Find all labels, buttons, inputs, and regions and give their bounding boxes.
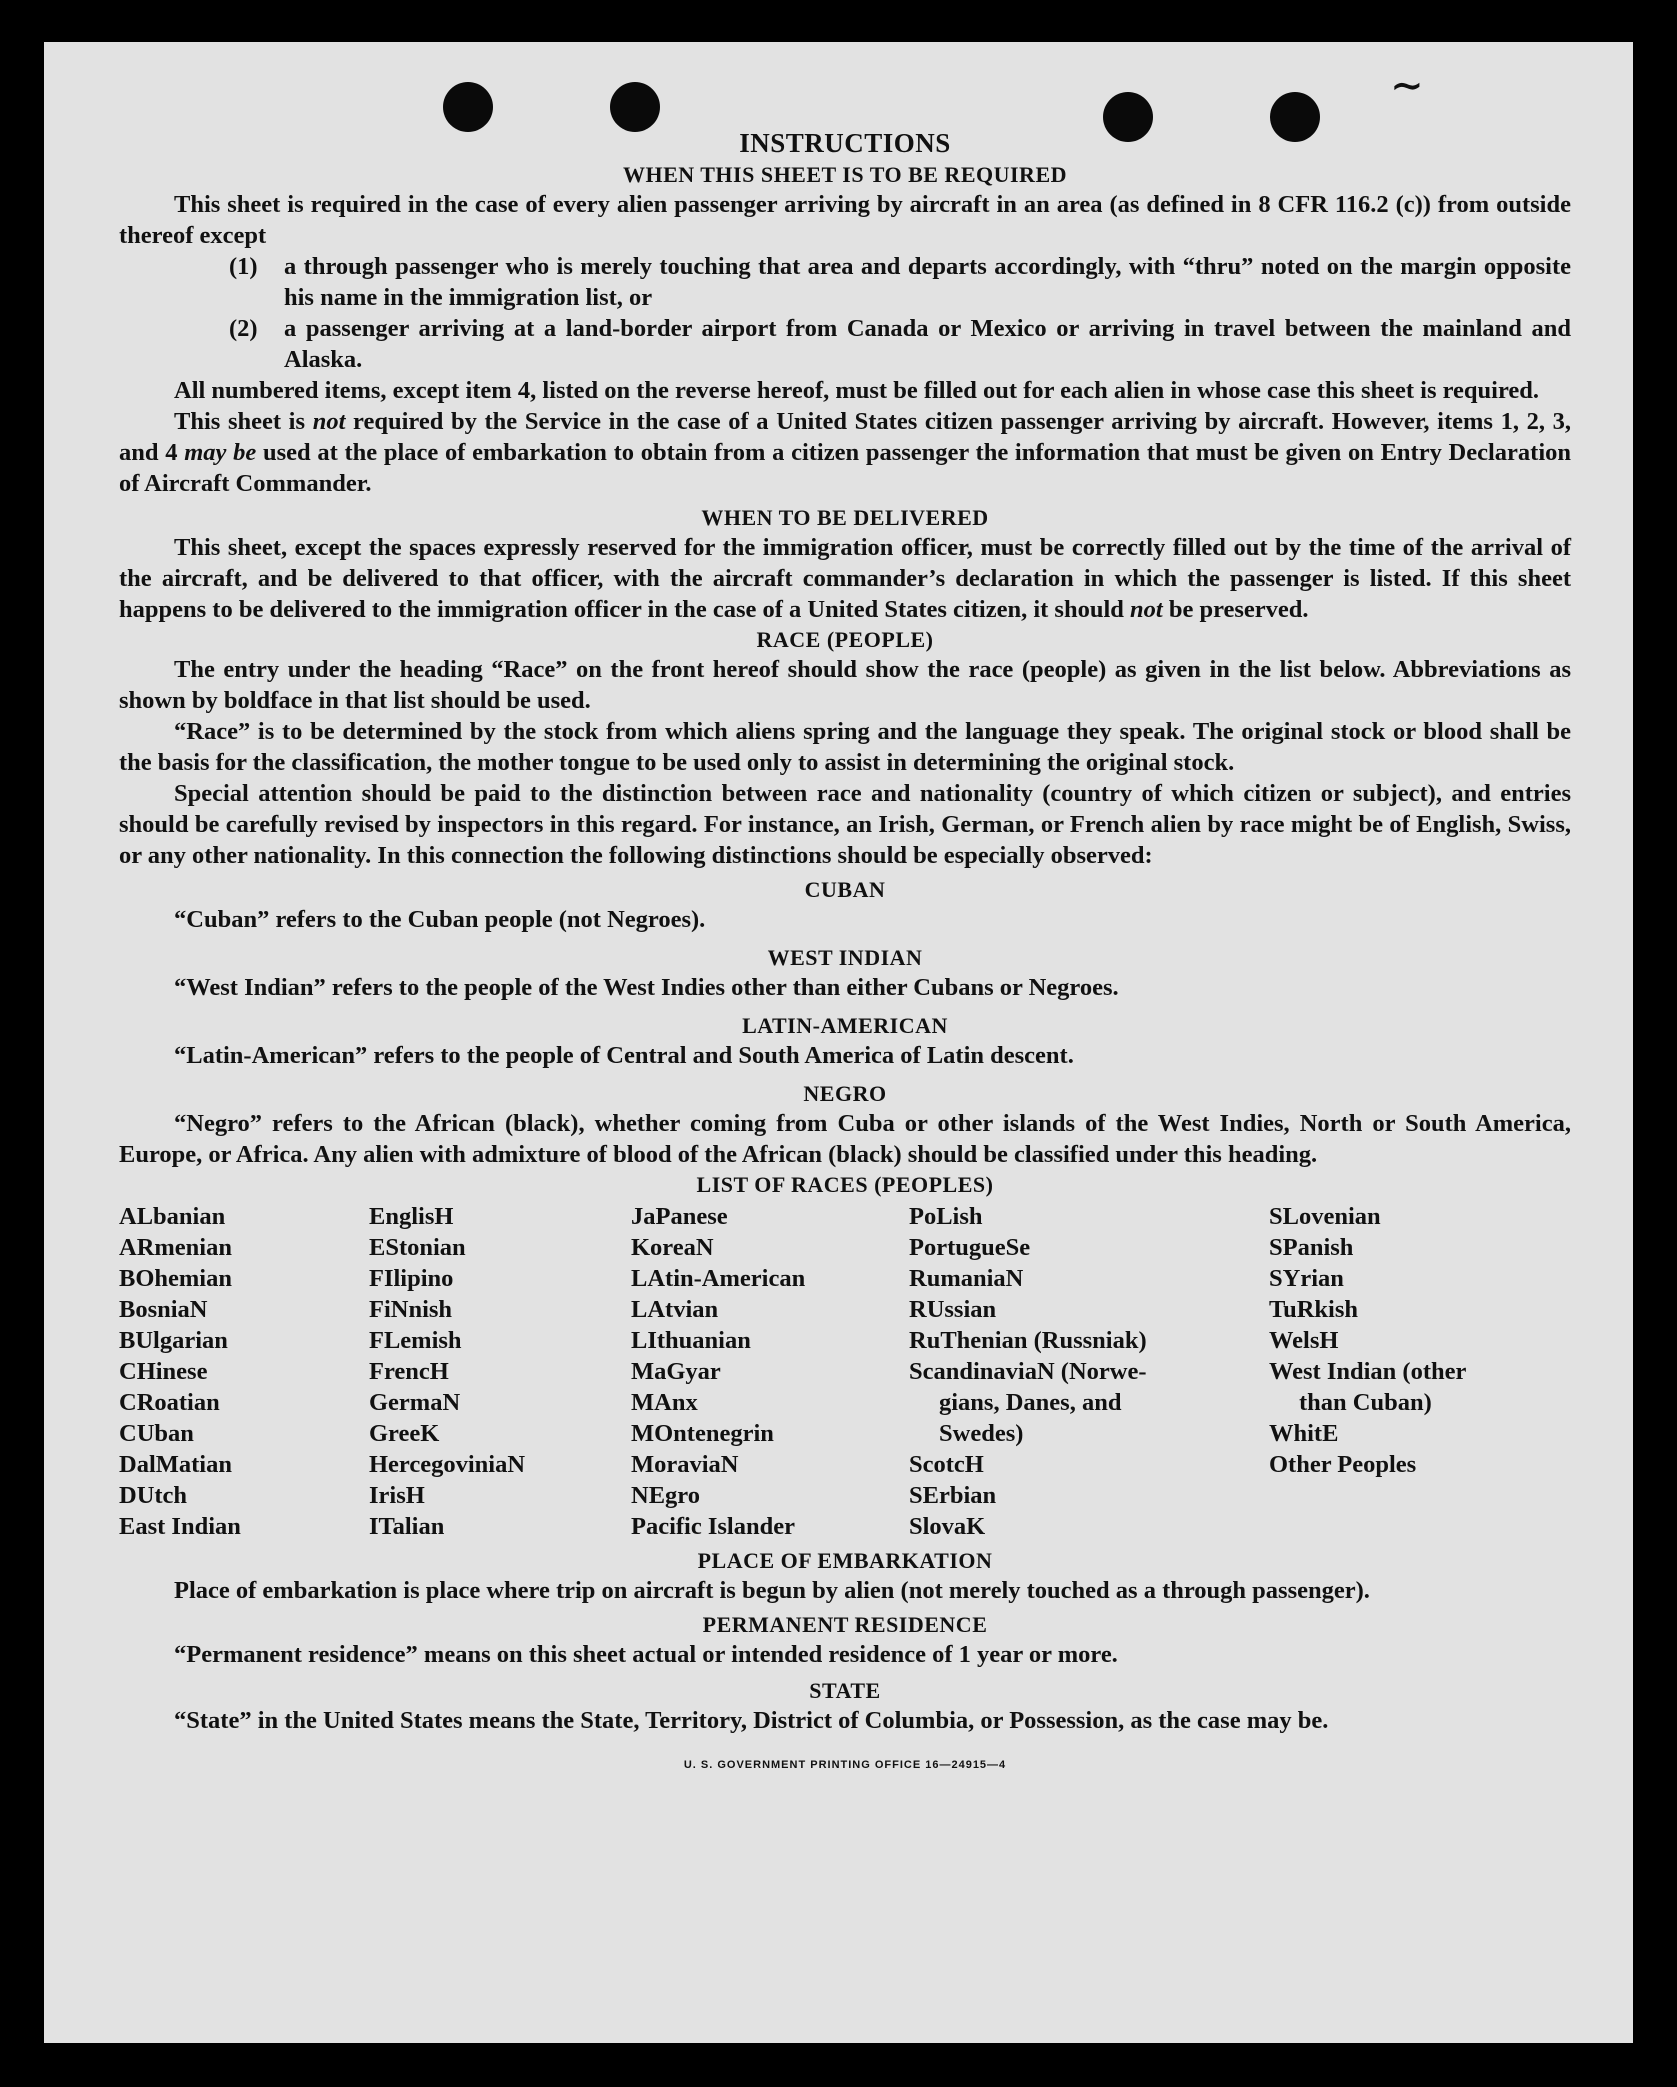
italic-text: not — [312, 408, 346, 435]
race-item: LIthuanian — [631, 1327, 751, 1354]
punch-hole — [610, 82, 660, 132]
race-item: NEgro — [631, 1482, 700, 1509]
section-heading: PERMANENT RESIDENCE — [702, 1612, 988, 1637]
punch-hole — [443, 82, 493, 132]
document-sheet — [44, 42, 1633, 2043]
race-column — [369, 1201, 631, 1542]
race-item: HercegoviniaN — [369, 1451, 526, 1478]
race-list — [119, 1201, 1571, 1542]
section-heading: NEGRO — [803, 1081, 887, 1106]
race-item: RuThenian (Russniak) — [909, 1327, 1147, 1354]
item-number: (1) — [229, 253, 258, 280]
italic-text: not — [1130, 596, 1163, 623]
race-item: RumaniaN — [909, 1265, 1024, 1292]
race-item: MoraviaN — [631, 1451, 739, 1478]
race-item: ARmenian — [119, 1234, 232, 1261]
item-text: a passenger arriving at a land-border airport from Canada or Mexico or arriving in travel between the mainland and Alaska. — [284, 315, 1571, 373]
text-run: This sheet is — [174, 408, 313, 435]
race-item: SlovaK — [909, 1513, 986, 1540]
race-column — [631, 1201, 909, 1542]
race-item: EnglisH — [369, 1203, 454, 1230]
item-text: a through passenger who is merely touching that area and departs accordingly, with “thru” noted on the margin opposite his name in the immigration list, or — [284, 253, 1571, 311]
race-item: FiNnish — [369, 1296, 453, 1323]
race-column — [119, 1201, 369, 1542]
race-item: CRoatian — [119, 1389, 220, 1416]
text-run: required by the Service in the case of a United States citizen passenger arriving by aircraft. However, items 1, 2, 3, and 4 — [119, 408, 1572, 466]
section-heading: WHEN TO BE DELIVERED — [701, 505, 989, 530]
race-item: FLemish — [369, 1327, 462, 1354]
race-item: BUlgarian — [119, 1327, 228, 1354]
race-item: Swedes) — [939, 1420, 1024, 1447]
race-item: JaPanese — [631, 1203, 728, 1230]
paragraph: This sheet is required in the case of every alien passenger arriving by aircraft in an area (as defined in 8 CFR 116.2 (c)) from outside thereof except — [119, 191, 1571, 249]
race-item: MOntenegrin — [631, 1420, 774, 1447]
paragraph: Special attention should be paid to the distinction between race and nationality (country of which citizen or subject), and entries should be carefully revised by inspectors in this regard. For instance, an Irish, German, or French alien by race might be of English, Swiss, or any other nationality. In this connection the following distinctions should be especially observed: — [119, 780, 1571, 869]
race-item: DalMatian — [119, 1451, 232, 1478]
paragraph: “West Indian” refers to the people of the West Indies other than either Cubans or Negroes. — [174, 974, 1119, 1001]
pen-mark: ∼ — [1390, 63, 1424, 108]
paragraph: “Negro” refers to the African (black), whether coming from Cuba or other islands of the West Indies, North or South America, Europe, or Africa. Any alien with admixture of blood of the African (black) should be classified under this heading. — [119, 1110, 1571, 1168]
instructions-content — [119, 126, 1571, 1781]
race-item: MAnx — [631, 1389, 698, 1416]
text-run: used at the place of embarkation to obtain from a citizen passenger the information that must be given on Entry Declaration of Aircraft Commander. — [119, 439, 1571, 497]
section-heading: CUBAN — [804, 877, 886, 902]
paragraph — [119, 532, 1571, 625]
paragraph — [119, 406, 1571, 499]
race-column — [909, 1201, 1269, 1542]
section-heading: LATIN-AMERICAN — [742, 1013, 948, 1038]
race-item: MaGyar — [631, 1358, 721, 1385]
race-item: BosniaN — [119, 1296, 208, 1323]
race-item: CUban — [119, 1420, 194, 1447]
race-item: PortugueSe — [909, 1234, 1031, 1261]
paragraph: “State” in the United States means the State, Territory, District of Columbia, or Possession, as the case may be. — [174, 1707, 1329, 1734]
race-item: ScandinaviaN (Norwe- — [909, 1358, 1147, 1385]
paragraph: “Cuban” refers to the Cuban people (not Negroes). — [174, 906, 706, 933]
paragraph: “Permanent residence” means on this sheet actual or intended residence of 1 year or more. — [174, 1641, 1118, 1668]
list-item — [229, 251, 1571, 313]
section-heading: WEST INDIAN — [767, 945, 923, 970]
race-item: ScotcH — [909, 1451, 984, 1478]
race-item: FIlipino — [369, 1265, 454, 1292]
italic-text: may be — [184, 439, 257, 466]
race-item: Other Peoples — [1269, 1451, 1417, 1478]
item-number: (2) — [229, 315, 258, 342]
paragraph: “Race” is to be determined by the stock from which aliens spring and the language they speak. The original stock or blood shall be the basis for the classification, the mother tongue to be used only to assist in determining the original stock. — [119, 718, 1571, 776]
race-item: BOhemian — [119, 1265, 232, 1292]
race-item: ITalian — [369, 1513, 445, 1540]
race-item: GreeK — [369, 1420, 440, 1447]
race-item: Pacific Islander — [631, 1513, 795, 1540]
race-item: gians, Danes, and — [939, 1389, 1122, 1416]
race-item: ALbanian — [119, 1203, 226, 1230]
paragraph: The entry under the heading “Race” on the front hereof should show the race (people) as given in the list below. Abbreviations as shown by boldface in that list should be used. — [119, 656, 1571, 714]
section-heading: LIST OF RACES (PEOPLES) — [696, 1172, 994, 1197]
text-run: This sheet, except the spaces expressly reserved for the immigration officer, must be correctly filled out by the time of the arrival of the aircraft, and be delivered to that officer, with the aircraft commander’s declaration in which the passenger is listed. If this sheet happens to be delivered to the immigration officer in the case of a United States citizen, it should — [119, 534, 1571, 623]
race-item: IrisH — [369, 1482, 425, 1509]
section-heading: WHEN THIS SHEET IS TO BE REQUIRED — [622, 162, 1068, 187]
page-title: INSTRUCTIONS — [739, 128, 951, 158]
race-item: East Indian — [119, 1513, 241, 1540]
race-item: GermaN — [369, 1389, 461, 1416]
race-item: WelsH — [1269, 1327, 1339, 1354]
race-item: SErbian — [909, 1482, 997, 1509]
race-item: RUssian — [909, 1296, 997, 1323]
race-item: SLovenian — [1269, 1203, 1381, 1230]
race-item: TuRkish — [1269, 1296, 1359, 1323]
race-item: WhitE — [1269, 1420, 1339, 1447]
race-item: EStonian — [369, 1234, 466, 1261]
section-heading: STATE — [809, 1678, 881, 1703]
paragraph: Place of embarkation is place where trip on aircraft is begun by alien (not merely touched as a through passenger). — [174, 1577, 1370, 1604]
race-item: than Cuban) — [1299, 1389, 1432, 1416]
section-heading: PLACE OF EMBARKATION — [697, 1548, 993, 1573]
race-item: LAtvian — [631, 1296, 719, 1323]
race-item: SPanish — [1269, 1234, 1354, 1261]
section-heading: RACE (PEOPLE) — [756, 627, 934, 652]
race-item: SYrian — [1269, 1265, 1344, 1292]
race-item: KoreaN — [631, 1234, 714, 1261]
text-run: be preserved. — [1162, 596, 1309, 623]
paragraph: “Latin-American” refers to the people of Central and South America of Latin descent. — [174, 1042, 1074, 1069]
printer-imprint: U. S. GOVERNMENT PRINTING OFFICE 16—24915—4 — [683, 1759, 1007, 1771]
race-item: FrencH — [369, 1358, 449, 1385]
race-item: PoLish — [909, 1203, 983, 1230]
race-column — [1269, 1201, 1549, 1542]
race-item: West Indian (other — [1269, 1358, 1467, 1385]
race-item: LAtin-American — [631, 1265, 806, 1292]
paragraph: All numbered items, except item 4, listed on the reverse hereof, must be filled out for each alien in whose case this sheet is required. — [174, 377, 1540, 404]
race-item: CHinese — [119, 1358, 208, 1385]
list-item — [229, 313, 1571, 375]
race-item: DUtch — [119, 1482, 188, 1509]
